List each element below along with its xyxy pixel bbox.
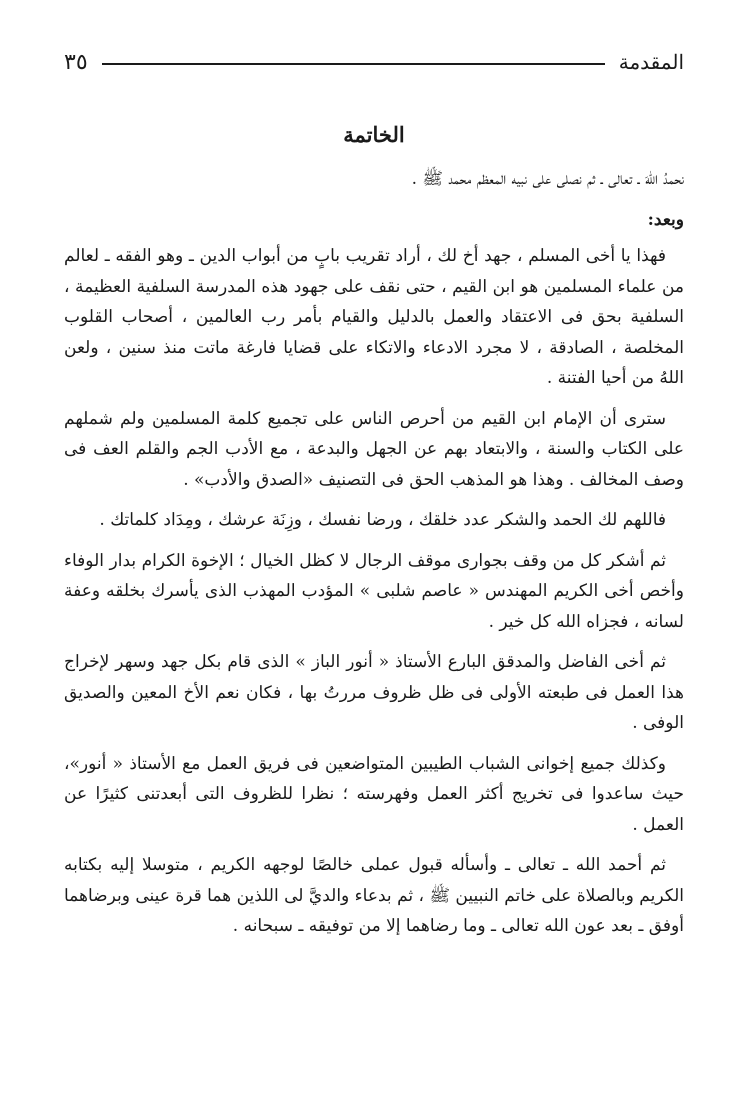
paragraph: ثم أحمد الله ـ تعالى ـ وأسأله قبول عملى خالصًا لوجهه الكريم ، متوسلا إليه بكتابه الكريم وبالصلاة على خاتم النبيين ﷺ ، ثم بدعاء والديَّ لى اللذين هما قرة عينى وبرضاهما أوفق ـ بعد عون الله تعالى ـ وما رضاهما إلا من توفيقه ـ سبحانه . (64, 855, 684, 936)
paragraph: ثم أشكر كل من وقف بجوارى موقف الرجال لا كظل الخيال ؛ الإخوة الكرام بدار الوفاء وأخص أخى الكريم المهندس « عاصم شلبى » المؤدب المهذب الذى يأسرك بخلقه وعفة لسانه ، فجزاه الله كل خير . (64, 550, 684, 632)
page-header (64, 44, 684, 80)
paragraph-opening: نحمدُ اللهَ ـ تعالى ـ ثم نصلى على نبيه المعظم محمد ﷺ . (411, 169, 684, 189)
salutation: وبعد: (647, 209, 684, 230)
paragraph: ثم أخى الفاضل والمدقق البارع الأستاذ « أنور الباز » الذى قام بكل جهد وسهر لإخراج هذا العمل فى طبعته الأولى فى ظل ظروف مررتُ بها ، فكان نعم الأخ المعين والصديق الوفى . (64, 652, 684, 733)
paragraph: وكذلك جميع إخوانى الشباب الطيبين المتواضعين فى فريق العمل مع الأستاذ « أنور»، حيث ساعدوا فى تخريج أكثر العمل وفهرسته ؛ نظرا للظروف التى أبعدتنى كثيرًا عن العمل . (64, 753, 684, 835)
section-title: المقدمة (618, 50, 684, 74)
paragraph: فاللهم لك الحمد والشكر عدد خلقك ، ورضا نفسك ، وزِنَة عرشك ، ومِدَاد كلماتك . (99, 510, 666, 530)
page-body (64, 118, 684, 952)
paragraph: فهذا يا أخى المسلم ، جهد أخ لك ، أراد تقريب بابٍ من أبواب الدين ـ وهو الفقه ـ لعالم من علماء المسلمين هو ابن القيم ، حتى نقف على جهود هذه المدرسة السلفية العظيمة ، السلفية بحق فى الاعتقاد والعمل بالدليل والقيام بأمر رب العالمين ، أصحاب القلوب المخلصة ، الصادقة ، لا مجرد الادعاء والاتكاء على قضايا فارغة ماتت منذ سنين ، ولعن اللهُ من أحيا الفتنة . (64, 246, 684, 388)
header-rule (102, 63, 605, 65)
chapter-title: الخاتمة (343, 122, 405, 147)
page-number: ٣٥ (64, 49, 88, 75)
paragraph: سترى أن الإمام ابن القيم من أحرص الناس على تجميع كلمة المسلمين ولم شملهم على الكتاب والسنة ، والابتعاد بهم عن الجهل والبدعة ، مع الأدب الجم والقلم العف فى وصف المخالف . وهذا هو المذهب الحق فى التصنيف «الصدق والأدب» . (64, 408, 684, 490)
